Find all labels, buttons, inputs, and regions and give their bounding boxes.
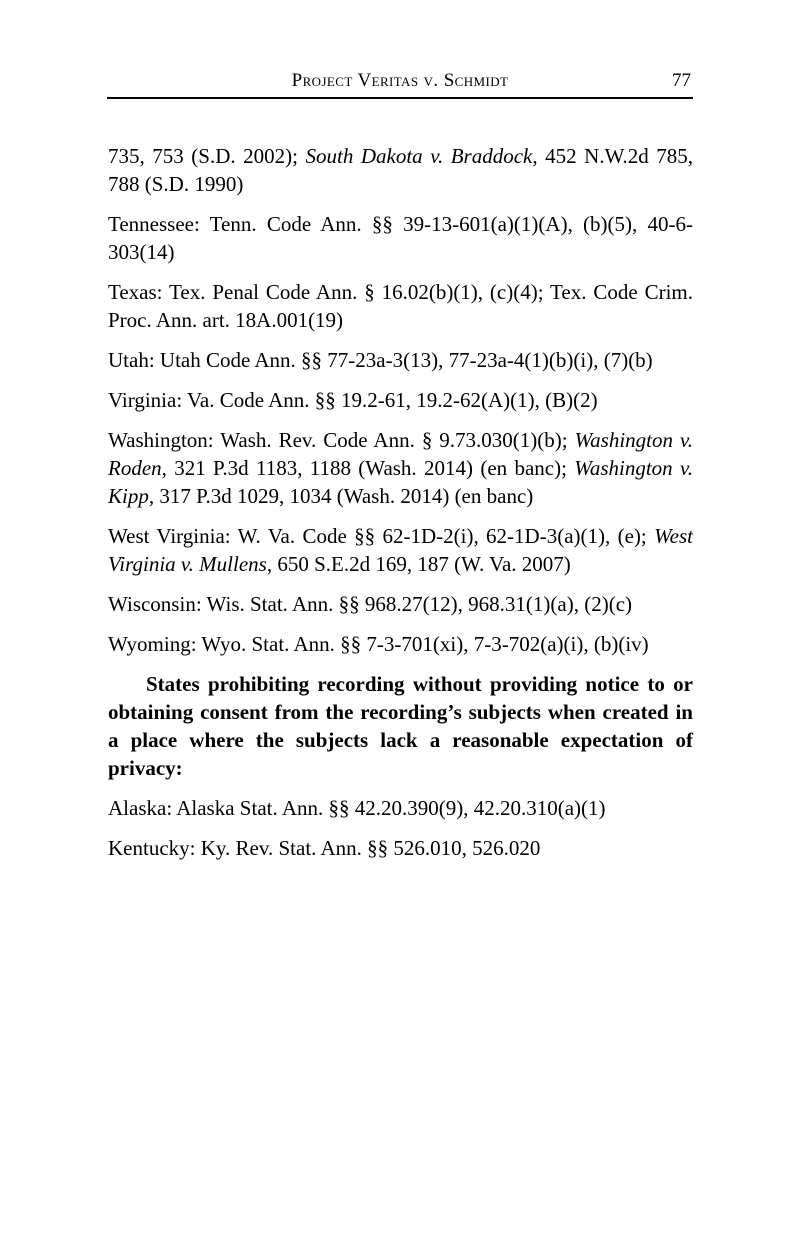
page-number: 77 bbox=[672, 70, 691, 91]
section-heading-paragraph bbox=[108, 670, 693, 782]
body-paragraph bbox=[108, 834, 693, 862]
body-paragraph bbox=[108, 142, 693, 198]
text-run: Wisconsin: Wis. Stat. Ann. §§ 968.27(12), 968.31(1)(a), (2)(c) bbox=[108, 592, 633, 616]
text-run: Wyoming: Wyo. Stat. Ann. §§ 7-3-701(xi), 7-3-702(a)(i), (b)(iv) bbox=[108, 632, 649, 656]
body-paragraph bbox=[108, 590, 693, 618]
body-paragraph bbox=[108, 794, 693, 822]
text-run: , 650 S.E.2d 169, 187 (W. Va. 2007) bbox=[266, 552, 571, 576]
text-run: 735, 753 (S.D. 2002); bbox=[108, 144, 306, 168]
case-citation-italic: Washington v. Roden bbox=[108, 428, 693, 480]
body-paragraph bbox=[108, 426, 693, 510]
body-paragraph bbox=[108, 522, 693, 578]
text-run: Tennessee: Tenn. Code Ann. §§ 39-13-601(a)(1)(A), (b)(5), 40-6-303(14) bbox=[108, 212, 693, 264]
body-paragraph bbox=[108, 346, 693, 374]
text-run: , 317 P.3d 1029, 1034 (Wash. 2014) (en banc) bbox=[148, 484, 534, 508]
body-paragraph bbox=[108, 630, 693, 658]
text-run: Texas: Tex. Penal Code Ann. § 16.02(b)(1), (c)(4); Tex. Code Crim. Proc. Ann. art. 18A.001(19) bbox=[108, 280, 693, 332]
case-citation-italic: South Dakota v. Braddock bbox=[305, 144, 533, 168]
text-run: , 321 P.3d 1183, 1188 (Wash. 2014) (en banc); bbox=[161, 456, 575, 480]
page-body bbox=[108, 142, 693, 874]
case-citation-italic: West Virginia v. Mullens bbox=[108, 524, 693, 576]
case-title: Project Veritas v. Schmidt bbox=[291, 70, 509, 91]
text-run: Kentucky: Ky. Rev. Stat. Ann. §§ 526.010, 526.020 bbox=[108, 836, 541, 860]
text-run: Utah: Utah Code Ann. §§ 77-23a-3(13), 77-23a-4(1)(b)(i), (7)(b) bbox=[108, 348, 653, 372]
case-citation-italic: Washington v. Kipp bbox=[108, 456, 693, 508]
text-run: States prohibiting recording without providing notice to or obtaining consent from the recording’s subjects when created in a place where the subjects lack a reasonable expectation of privacy: bbox=[108, 672, 693, 780]
body-paragraph bbox=[108, 386, 693, 414]
body-paragraph bbox=[108, 210, 693, 266]
text-run: Alaska: Alaska Stat. Ann. §§ 42.20.390(9), 42.20.310(a)(1) bbox=[108, 796, 606, 820]
text-run: , 452 N.W.2d 785, 788 (S.D. 1990) bbox=[108, 144, 693, 196]
body-paragraph bbox=[108, 278, 693, 334]
running-head bbox=[107, 70, 693, 99]
text-run: Washington: Wash. Rev. Code Ann. § 9.73.030(1)(b); bbox=[108, 428, 575, 452]
text-run: Virginia: Va. Code Ann. §§ 19.2-61, 19.2-62(A)(1), (B)(2) bbox=[108, 388, 598, 412]
text-run: West Virginia: W. Va. Code §§ 62-1D-2(i), 62-1D-3(a)(1), (e); bbox=[108, 524, 655, 548]
